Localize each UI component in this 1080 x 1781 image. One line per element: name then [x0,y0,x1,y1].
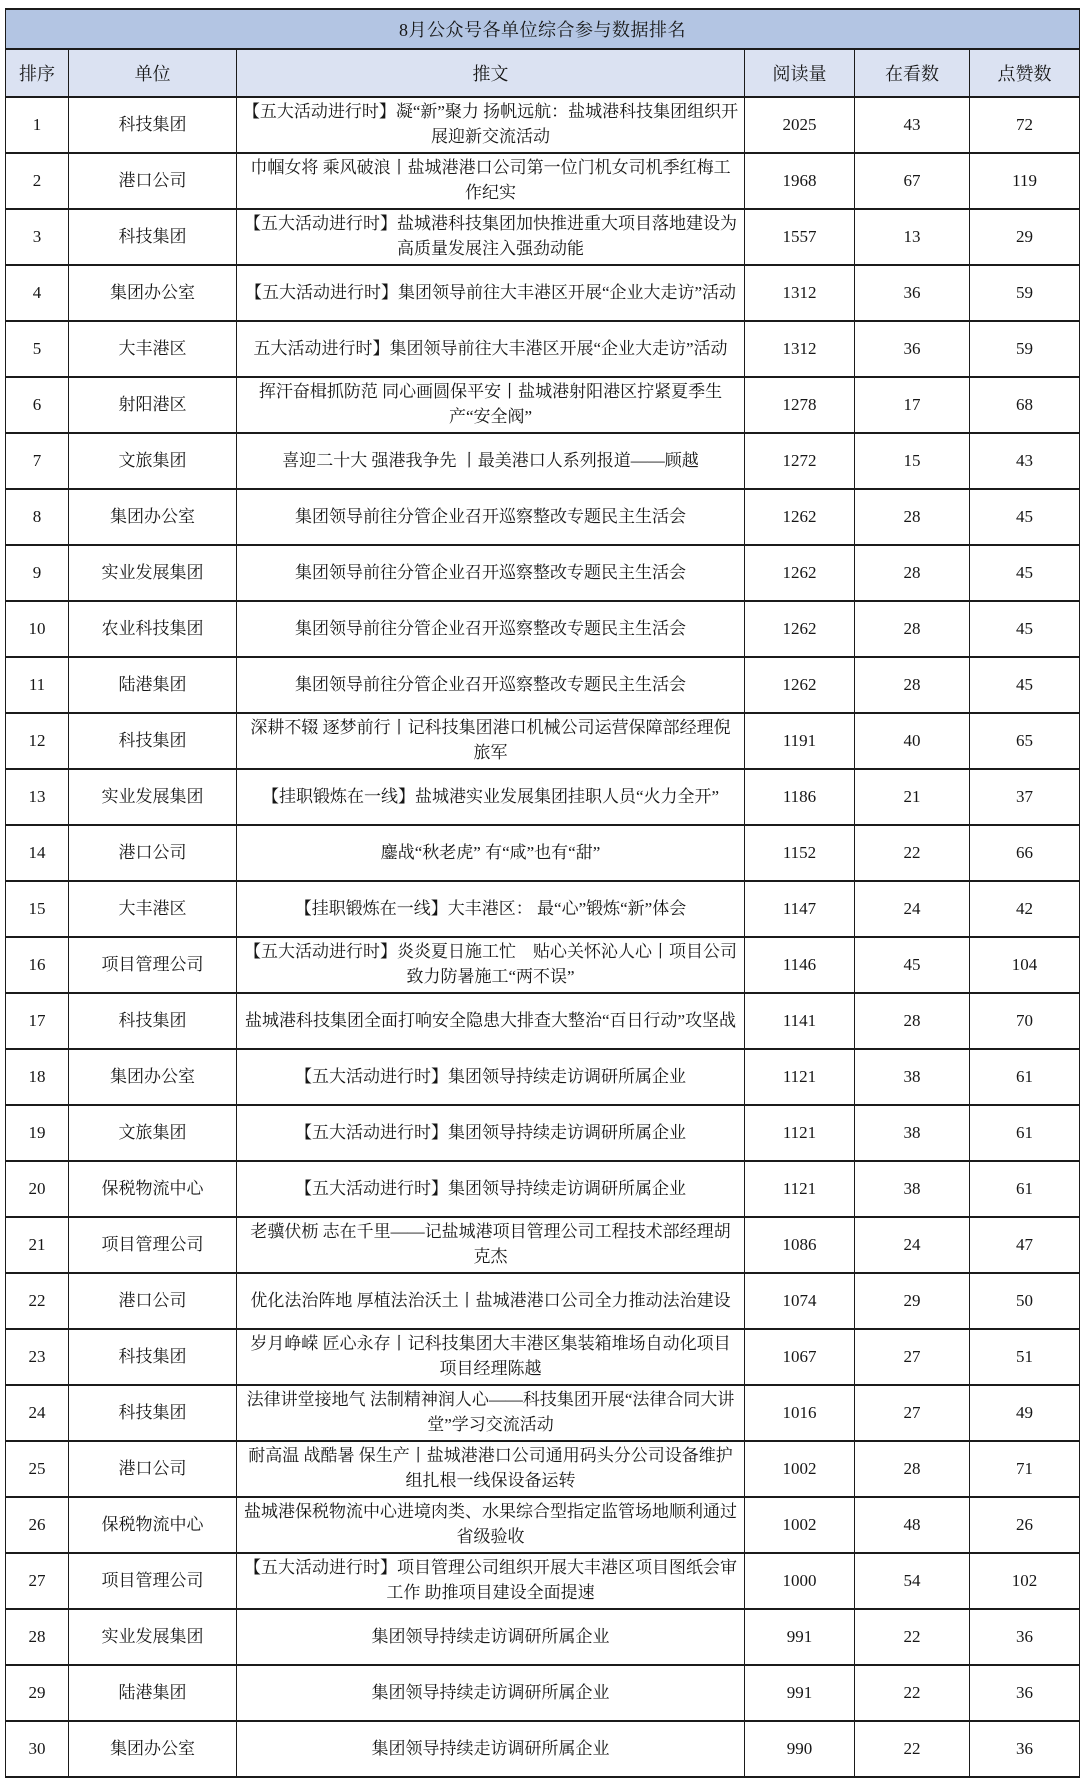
likes-cell: 45 [970,489,1080,545]
table-row [6,993,1080,1049]
table-title: 8月公众号各单位综合参与数据排名 [6,9,1080,49]
watch-cell: 22 [855,1721,970,1777]
table-row [6,1273,1080,1329]
unit-cell: 科技集团 [69,713,237,769]
rank-cell: 30 [6,1721,69,1777]
unit-cell: 集团办公室 [69,1721,237,1777]
post-title-cell: 优化法治阵地 厚植法治沃土丨盐城港港口公司全力推动法治建设 [237,1273,745,1329]
likes-cell: 36 [970,1721,1080,1777]
table-row [6,1105,1080,1161]
post-title-cell: 【挂职锻炼在一线】大丰港区： 最“心”锻炼“新”体会 [237,881,745,937]
reads-cell: 1312 [745,321,855,377]
post-title-cell: 喜迎二十大 强港我争先 丨最美港口人系列报道——顾越 [237,433,745,489]
likes-cell: 70 [970,993,1080,1049]
rank-cell: 6 [6,377,69,433]
reads-cell: 1121 [745,1161,855,1217]
table-row [6,657,1080,713]
reads-cell: 1186 [745,769,855,825]
reads-cell: 1016 [745,1385,855,1441]
reads-cell: 1968 [745,153,855,209]
column-header-rank: 排序 [6,49,69,97]
reads-cell: 1557 [745,209,855,265]
post-title-cell: 【五大活动进行时】凝“新”聚力 扬帆远航：盐城港科技集团组织开展迎新交流活动 [237,97,745,153]
rank-cell: 13 [6,769,69,825]
unit-cell: 港口公司 [69,1273,237,1329]
reads-cell: 1121 [745,1105,855,1161]
likes-cell: 102 [970,1553,1080,1609]
post-title-cell: 深耕不辍 逐梦前行丨记科技集团港口机械公司运营保障部经理倪旅军 [237,713,745,769]
rank-cell: 25 [6,1441,69,1497]
watch-cell: 22 [855,825,970,881]
column-header-reads: 阅读量 [745,49,855,97]
post-title-cell: 集团领导持续走访调研所属企业 [237,1721,745,1777]
watch-cell: 27 [855,1385,970,1441]
likes-cell: 59 [970,265,1080,321]
column-header-watch: 在看数 [855,49,970,97]
watch-cell: 22 [855,1609,970,1665]
rank-cell: 22 [6,1273,69,1329]
post-title-cell: 集团领导持续走访调研所属企业 [237,1609,745,1665]
table-row [6,1497,1080,1553]
table-row [6,1385,1080,1441]
reads-cell: 1141 [745,993,855,1049]
post-title-cell: 盐城港科技集团全面打响安全隐患大排查大整治“百日行动”攻坚战 [237,993,745,1049]
watch-cell: 21 [855,769,970,825]
reads-cell: 1074 [745,1273,855,1329]
watch-cell: 13 [855,209,970,265]
table-row [6,1049,1080,1105]
likes-cell: 37 [970,769,1080,825]
watch-cell: 48 [855,1497,970,1553]
likes-cell: 119 [970,153,1080,209]
post-title-cell: 【五大活动进行时】项目管理公司组织开展大丰港区项目图纸会审工作 助推项目建设全面提速 [237,1553,745,1609]
post-title-cell: 五大活动进行时】集团领导前往大丰港区开展“企业大走访”活动 [237,321,745,377]
reads-cell: 1191 [745,713,855,769]
reads-cell: 1272 [745,433,855,489]
post-title-cell: 【五大活动进行时】炎炎夏日施工忙 贴心关怀沁人心丨项目公司致力防暑施工“两不误” [237,937,745,993]
post-title-cell: 【五大活动进行时】集团领导前往大丰港区开展“企业大走访”活动 [237,265,745,321]
table-row [6,825,1080,881]
watch-cell: 28 [855,657,970,713]
rank-cell: 5 [6,321,69,377]
rank-cell: 21 [6,1217,69,1273]
unit-cell: 实业发展集团 [69,1609,237,1665]
likes-cell: 45 [970,601,1080,657]
watch-cell: 43 [855,97,970,153]
likes-cell: 72 [970,97,1080,153]
likes-cell: 51 [970,1329,1080,1385]
table-row [6,1721,1080,1777]
unit-cell: 农业科技集团 [69,601,237,657]
table-row [6,881,1080,937]
reads-cell: 1002 [745,1441,855,1497]
ranking-table [5,8,1080,1778]
table-row [6,97,1080,153]
rank-cell: 18 [6,1049,69,1105]
table-row [6,1329,1080,1385]
unit-cell: 实业发展集团 [69,545,237,601]
rank-cell: 24 [6,1385,69,1441]
reads-cell: 1086 [745,1217,855,1273]
rank-cell: 15 [6,881,69,937]
likes-cell: 50 [970,1273,1080,1329]
rank-cell: 14 [6,825,69,881]
watch-cell: 67 [855,153,970,209]
table-row [6,433,1080,489]
post-title-cell: 集团领导前往分管企业召开巡察整改专题民主生活会 [237,657,745,713]
rank-cell: 11 [6,657,69,713]
watch-cell: 24 [855,1217,970,1273]
post-title-cell: 【五大活动进行时】集团领导持续走访调研所属企业 [237,1161,745,1217]
rank-cell: 19 [6,1105,69,1161]
unit-cell: 保税物流中心 [69,1161,237,1217]
reads-cell: 1312 [745,265,855,321]
post-title-cell: 集团领导前往分管企业召开巡察整改专题民主生活会 [237,601,745,657]
watch-cell: 15 [855,433,970,489]
post-title-cell: 岁月峥嵘 匠心永存丨记科技集团大丰港区集装箱堆场自动化项目项目经理陈越 [237,1329,745,1385]
reads-cell: 1262 [745,545,855,601]
watch-cell: 17 [855,377,970,433]
likes-cell: 68 [970,377,1080,433]
likes-cell: 45 [970,657,1080,713]
rank-cell: 28 [6,1609,69,1665]
rank-cell: 4 [6,265,69,321]
likes-cell: 29 [970,209,1080,265]
watch-cell: 22 [855,1665,970,1721]
likes-cell: 36 [970,1609,1080,1665]
table-row [6,377,1080,433]
unit-cell: 科技集团 [69,993,237,1049]
watch-cell: 24 [855,881,970,937]
reads-cell: 991 [745,1665,855,1721]
likes-cell: 65 [970,713,1080,769]
watch-cell: 27 [855,1329,970,1385]
watch-cell: 38 [855,1161,970,1217]
reads-cell: 990 [745,1721,855,1777]
post-title-cell: 【五大活动进行时】盐城港科技集团加快推进重大项目落地建设为高质量发展注入强劲动能 [237,209,745,265]
table-row [6,769,1080,825]
post-title-cell: 【五大活动进行时】集团领导持续走访调研所属企业 [237,1105,745,1161]
reads-cell: 2025 [745,97,855,153]
reads-cell: 1262 [745,657,855,713]
likes-cell: 104 [970,937,1080,993]
unit-cell: 陆港集团 [69,657,237,713]
table-row [6,937,1080,993]
table-header-row [6,49,1080,97]
reads-cell: 1262 [745,489,855,545]
rank-cell: 1 [6,97,69,153]
watch-cell: 28 [855,601,970,657]
unit-cell: 集团办公室 [69,1049,237,1105]
reads-cell: 1121 [745,1049,855,1105]
rank-cell: 23 [6,1329,69,1385]
rank-cell: 8 [6,489,69,545]
rank-cell: 3 [6,209,69,265]
unit-cell: 科技集团 [69,1329,237,1385]
reads-cell: 1152 [745,825,855,881]
post-title-cell: 【五大活动进行时】集团领导持续走访调研所属企业 [237,1049,745,1105]
unit-cell: 集团办公室 [69,265,237,321]
column-header-likes: 点赞数 [970,49,1080,97]
post-title-cell: 盐城港保税物流中心进境肉类、水果综合型指定监管场地顺利通过省级验收 [237,1497,745,1553]
rank-cell: 10 [6,601,69,657]
unit-cell: 项目管理公司 [69,937,237,993]
unit-cell: 文旅集团 [69,433,237,489]
rank-cell: 27 [6,1553,69,1609]
watch-cell: 36 [855,265,970,321]
watch-cell: 45 [855,937,970,993]
likes-cell: 61 [970,1049,1080,1105]
likes-cell: 59 [970,321,1080,377]
rank-cell: 12 [6,713,69,769]
unit-cell: 项目管理公司 [69,1553,237,1609]
likes-cell: 49 [970,1385,1080,1441]
watch-cell: 28 [855,993,970,1049]
unit-cell: 科技集团 [69,97,237,153]
table-row [6,1217,1080,1273]
likes-cell: 36 [970,1665,1080,1721]
post-title-cell: 集团领导持续走访调研所属企业 [237,1665,745,1721]
watch-cell: 38 [855,1105,970,1161]
unit-cell: 射阳港区 [69,377,237,433]
watch-cell: 54 [855,1553,970,1609]
rank-cell: 9 [6,545,69,601]
post-title-cell: 鏖战“秋老虎” 有“咸”也有“甜” [237,825,745,881]
table-row [6,1609,1080,1665]
column-header-post: 推文 [237,49,745,97]
likes-cell: 43 [970,433,1080,489]
reads-cell: 1278 [745,377,855,433]
rank-cell: 17 [6,993,69,1049]
post-title-cell: 挥汗奋楫抓防范 同心画圆保平安丨盐城港射阳港区拧紧夏季生产“安全阀” [237,377,745,433]
page [0,8,1080,1778]
rank-cell: 7 [6,433,69,489]
unit-cell: 实业发展集团 [69,769,237,825]
watch-cell: 38 [855,1049,970,1105]
watch-cell: 28 [855,489,970,545]
unit-cell: 项目管理公司 [69,1217,237,1273]
unit-cell: 科技集团 [69,1385,237,1441]
rank-cell: 16 [6,937,69,993]
rank-cell: 29 [6,1665,69,1721]
likes-cell: 61 [970,1105,1080,1161]
table-row [6,265,1080,321]
reads-cell: 1002 [745,1497,855,1553]
likes-cell: 61 [970,1161,1080,1217]
unit-cell: 港口公司 [69,153,237,209]
likes-cell: 45 [970,545,1080,601]
post-title-cell: 耐高温 战酷暑 保生产丨盐城港港口公司通用码头分公司设备维护组扎根一线保设备运转 [237,1441,745,1497]
rank-cell: 20 [6,1161,69,1217]
rank-cell: 2 [6,153,69,209]
table-row [6,1665,1080,1721]
post-title-cell: 法律讲堂接地气 法制精神润人心——科技集团开展“法律合同大讲堂”学习交流活动 [237,1385,745,1441]
table-body [6,97,1080,1777]
table-row [6,1161,1080,1217]
likes-cell: 47 [970,1217,1080,1273]
reads-cell: 1000 [745,1553,855,1609]
likes-cell: 26 [970,1497,1080,1553]
table-row [6,153,1080,209]
table-row [6,601,1080,657]
likes-cell: 42 [970,881,1080,937]
likes-cell: 71 [970,1441,1080,1497]
post-title-cell: 巾帼女将 乘风破浪丨盐城港港口公司第一位门机女司机季红梅工作纪实 [237,153,745,209]
watch-cell: 29 [855,1273,970,1329]
table-row [6,489,1080,545]
table-row [6,1441,1080,1497]
unit-cell: 陆港集团 [69,1665,237,1721]
table-row [6,713,1080,769]
watch-cell: 40 [855,713,970,769]
post-title-cell: 集团领导前往分管企业召开巡察整改专题民主生活会 [237,545,745,601]
post-title-cell: 【挂职锻炼在一线】盐城港实业发展集团挂职人员“火力全开” [237,769,745,825]
reads-cell: 991 [745,1609,855,1665]
reads-cell: 1262 [745,601,855,657]
unit-cell: 保税物流中心 [69,1497,237,1553]
unit-cell: 集团办公室 [69,489,237,545]
reads-cell: 1067 [745,1329,855,1385]
rank-cell: 26 [6,1497,69,1553]
post-title-cell: 集团领导前往分管企业召开巡察整改专题民主生活会 [237,489,745,545]
table-title-row [6,9,1080,49]
watch-cell: 28 [855,545,970,601]
unit-cell: 大丰港区 [69,881,237,937]
unit-cell: 港口公司 [69,1441,237,1497]
unit-cell: 港口公司 [69,825,237,881]
reads-cell: 1147 [745,881,855,937]
unit-cell: 文旅集团 [69,1105,237,1161]
unit-cell: 大丰港区 [69,321,237,377]
table-row [6,1553,1080,1609]
table-row [6,321,1080,377]
likes-cell: 66 [970,825,1080,881]
post-title-cell: 老骥伏枥 志在千里——记盐城港项目管理公司工程技术部经理胡克杰 [237,1217,745,1273]
table-row [6,209,1080,265]
watch-cell: 36 [855,321,970,377]
unit-cell: 科技集团 [69,209,237,265]
watch-cell: 28 [855,1441,970,1497]
table-row [6,545,1080,601]
reads-cell: 1146 [745,937,855,993]
column-header-unit: 单位 [69,49,237,97]
